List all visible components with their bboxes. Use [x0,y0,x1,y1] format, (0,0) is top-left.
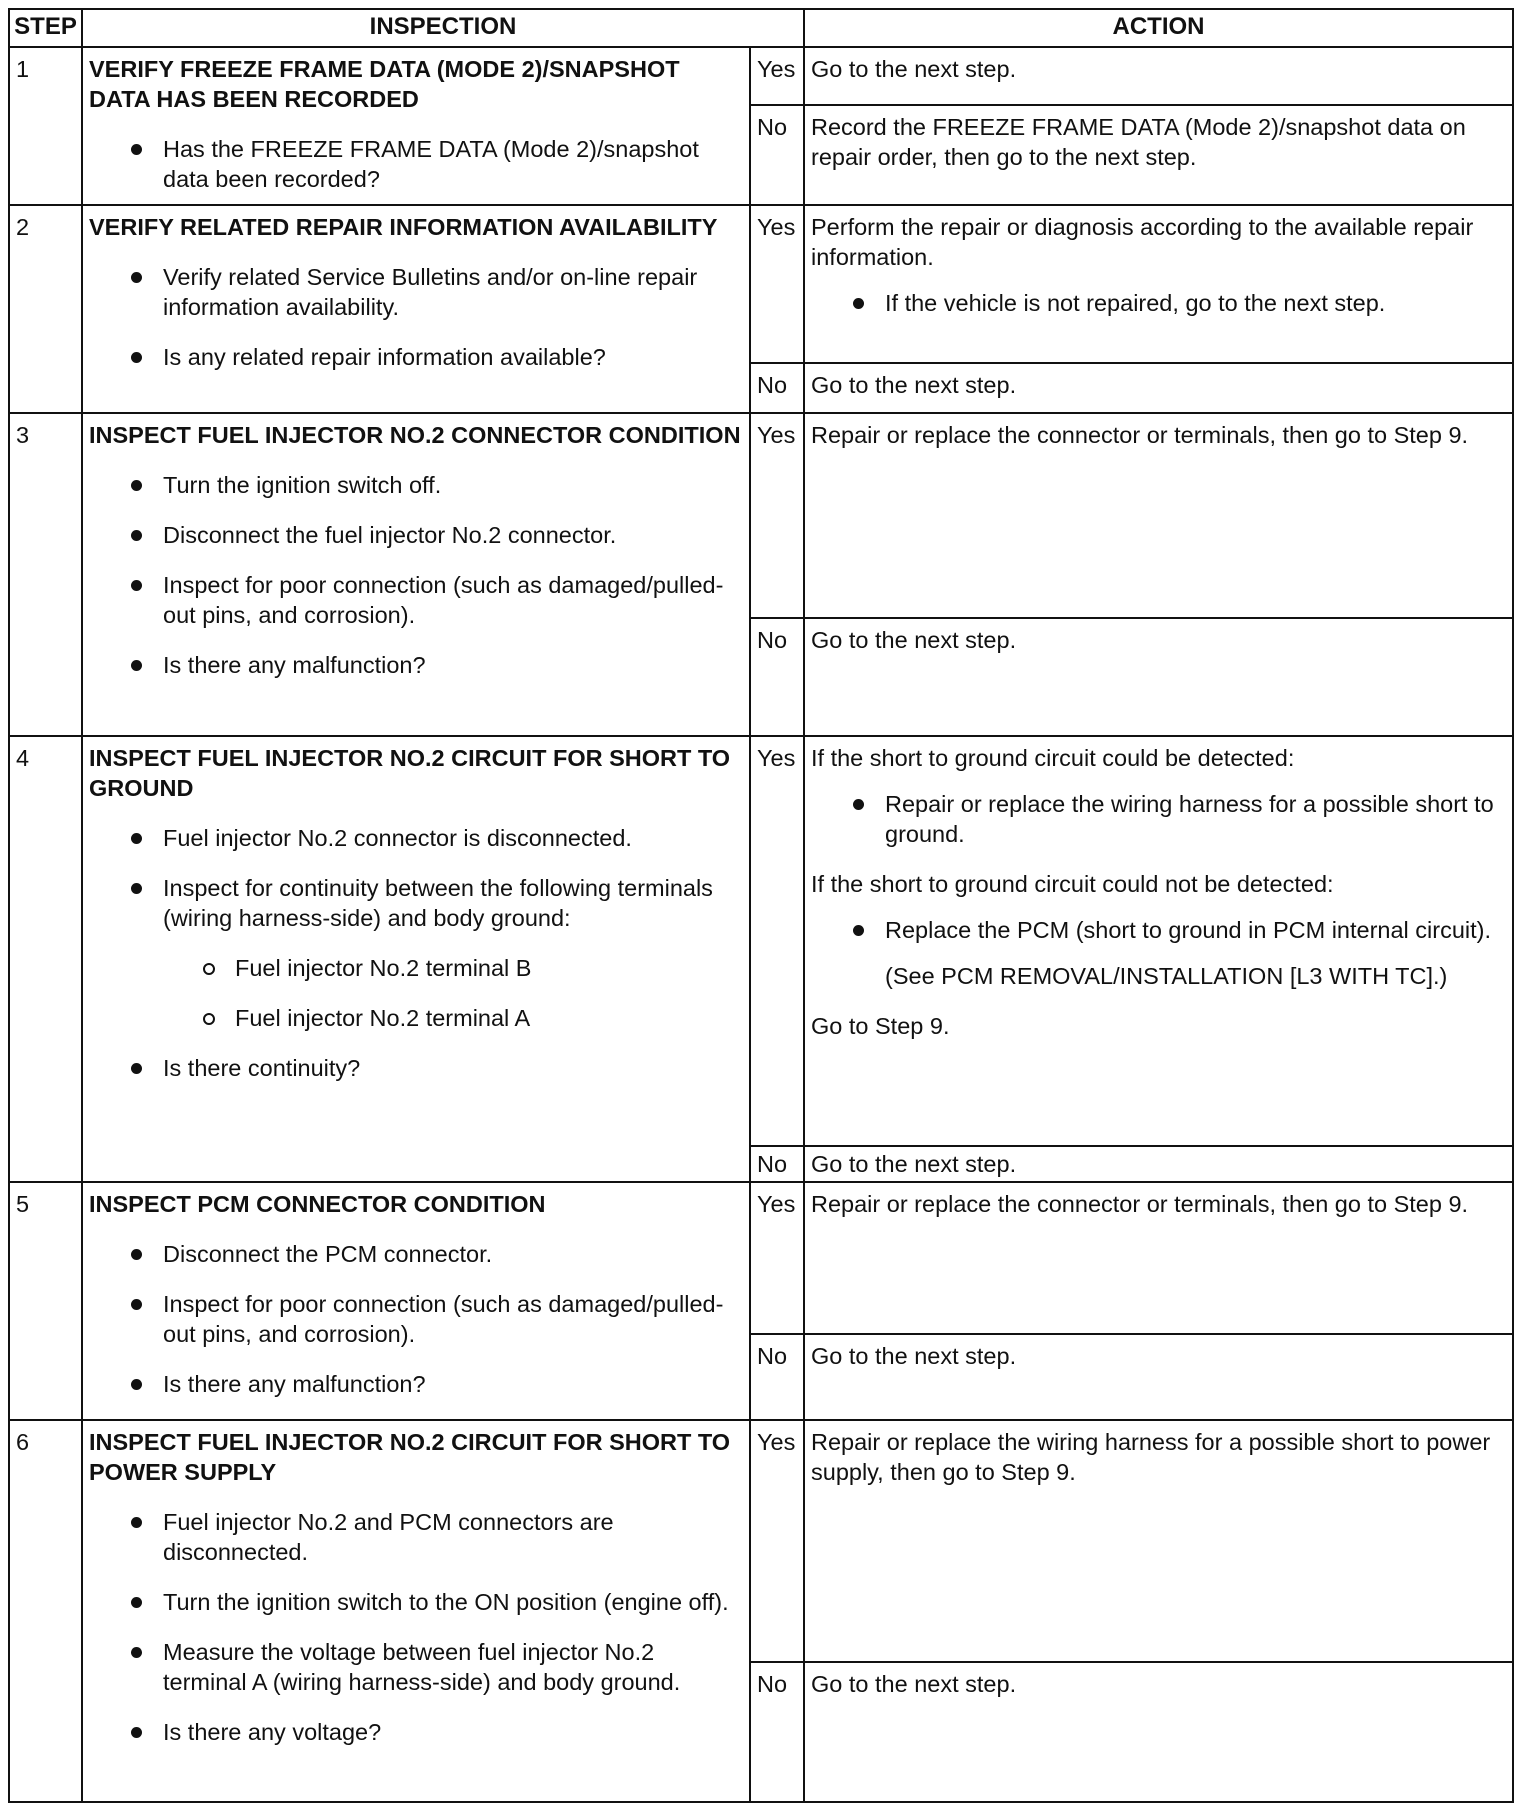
list-item: Fuel injector No.2 and PCM connectors are disconnected. [131,1507,743,1567]
list-item: Disconnect the fuel injector No.2 connector. [131,520,743,550]
step-number: 1 [9,47,82,205]
list-item: Verify related Service Bulletins and/or on-line repair information availability. [131,262,743,322]
list-item: Is there any malfunction? [131,1369,743,1399]
no-action: Go to the next step. [804,618,1513,736]
list-item: Has the FREEZE FRAME DATA (Mode 2)/snapshot data been recorded? [131,134,743,194]
list-item: Fuel injector No.2 connector is disconnected. [131,823,743,853]
inspection-title: INSPECT FUEL INJECTOR NO.2 CIRCUIT FOR SHORT TO GROUND [89,745,731,801]
yes-label: Yes [750,736,804,1146]
bullet-icon [131,144,142,155]
sub-list-item: Fuel injector No.2 terminal B [203,953,743,983]
no-action: Record the FREEZE FRAME DATA (Mode 2)/snapshot data on repair order, then go to the next step. [804,105,1513,205]
step-column-header: STEP [9,9,82,47]
list-item: Is there any malfunction? [131,650,743,680]
inspection-column-header: INSPECTION [82,9,804,47]
list-item: Replace the PCM (short to ground in PCM internal circuit). (See PCM REMOVAL/INSTALLATION [L3 WITH TC].) [853,915,1506,991]
list-item: Turn the ignition switch off. [131,470,743,500]
list-item: Inspect for poor connection (such as damaged/pulled-out pins, and corrosion). [131,570,743,630]
inspection-title: INSPECT PCM CONNECTOR CONDITION [89,1191,546,1217]
list-item: If the vehicle is not repaired, go to the next step. [853,288,1506,318]
yes-label: Yes [750,205,804,363]
yes-action: Repair or replace the connector or terminals, then go to Step 9. [804,1182,1513,1334]
yes-action: Repair or replace the connector or terminals, then go to Step 9. [804,413,1513,618]
diagnostic-procedure-page [8,8,1512,1803]
inspection-cell [82,205,750,413]
no-action: Go to the next step. [804,363,1513,413]
bullet-icon [131,1597,142,1608]
table-row-step-4-yes [9,736,1513,1146]
bullet-icon [131,530,142,541]
bullet-icon [131,1727,142,1738]
yes-label: Yes [750,47,804,105]
step-number: 2 [9,205,82,413]
bullet-icon [131,1647,142,1658]
no-action: Go to the next step. [804,1334,1513,1420]
inspection-title: VERIFY RELATED REPAIR INFORMATION AVAILABILITY [89,214,718,240]
yes-action: Go to the next step. [804,47,1513,105]
action-column-header: ACTION [804,9,1513,47]
step-number: 3 [9,413,82,736]
sub-list-item: Fuel injector No.2 terminal A [203,1003,743,1033]
yes-action: If the short to ground circuit could be detected: Repair or replace the wiring harness for a possible short to ground. If the short to ground circuit could not be detected: Replace the PCM (short to ground in PCM internal circuit). (See PCM REMOVAL/INSTALLATION [L3 WITH TC].) Go to Step 9. [804,736,1513,1146]
bullet-icon [131,1517,142,1528]
bullet-icon [853,925,864,936]
yes-action: Perform the repair or diagnosis according to the available repair information. If the vehicle is not repaired, go to the next step. [804,205,1513,363]
bullet-icon [131,1249,142,1260]
bullet-icon [853,799,864,810]
inspection-cell [82,1182,750,1420]
inspection-title: INSPECT FUEL INJECTOR NO.2 CONNECTOR CONDITION [89,422,741,448]
bullet-icon [131,272,142,283]
list-item: Disconnect the PCM connector. [131,1239,743,1269]
bullet-icon [131,660,142,671]
list-item: Is there any voltage? [131,1717,743,1747]
table-row-step-1-yes [9,47,1513,105]
step-number: 4 [9,736,82,1182]
inspection-title: INSPECT FUEL INJECTOR NO.2 CIRCUIT FOR SHORT TO POWER SUPPLY [89,1429,731,1485]
inspection-cell [82,413,750,736]
no-label: No [750,1146,804,1182]
bullet-icon [131,833,142,844]
table-row-step-2-yes [9,205,1513,363]
no-label: No [750,1662,804,1802]
list-item: Measure the voltage between fuel injector No.2 terminal A (wiring harness-side) and body ground. [131,1637,743,1697]
inspection-cell [82,1420,750,1802]
bullet-icon [853,298,864,309]
bullet-icon [131,1379,142,1390]
bullet-icon [131,480,142,491]
diagnostic-table [8,8,1514,1803]
no-action: Go to the next step. [804,1662,1513,1802]
yes-label: Yes [750,1182,804,1334]
list-item: Inspect for continuity between the following terminals (wiring harness-side) and body ground: Fuel injector No.2 terminal B Fuel injector No.2 terminal A [131,873,743,1033]
no-label: No [750,105,804,205]
bullet-icon [131,580,142,591]
no-label: No [750,363,804,413]
list-item: Inspect for poor connection (such as damaged/pulled-out pins, and corrosion). [131,1289,743,1349]
yes-label: Yes [750,1420,804,1662]
list-item: Is there continuity? [131,1053,743,1083]
table-header-row [9,9,1513,47]
inspection-title: VERIFY FREEZE FRAME DATA (MODE 2)/SNAPSHOT DATA HAS BEEN RECORDED [89,56,680,112]
yes-action: Repair or replace the wiring harness for a possible short to power supply, then go to Step 9. [804,1420,1513,1662]
yes-label: Yes [750,413,804,618]
table-row-step-3-yes [9,413,1513,618]
bullet-icon [131,352,142,363]
list-item: Repair or replace the wiring harness for a possible short to ground. [853,789,1506,849]
no-action: Go to the next step. [804,1146,1513,1182]
bullet-icon [131,1299,142,1310]
inspection-cell [82,47,750,205]
bullet-icon [131,1063,142,1074]
step-number: 6 [9,1420,82,1802]
circle-bullet-icon [203,963,215,975]
list-item: Turn the ignition switch to the ON position (engine off). [131,1587,743,1617]
no-label: No [750,1334,804,1420]
table-row-step-5-yes [9,1182,1513,1334]
cross-reference-note: (See PCM REMOVAL/INSTALLATION [L3 WITH TC].) [885,963,1448,989]
list-item: Is any related repair information available? [131,342,743,372]
no-label: No [750,618,804,736]
bullet-icon [131,883,142,894]
inspection-cell [82,736,750,1182]
circle-bullet-icon [203,1013,215,1025]
step-number: 5 [9,1182,82,1420]
table-row-step-6-yes [9,1420,1513,1662]
